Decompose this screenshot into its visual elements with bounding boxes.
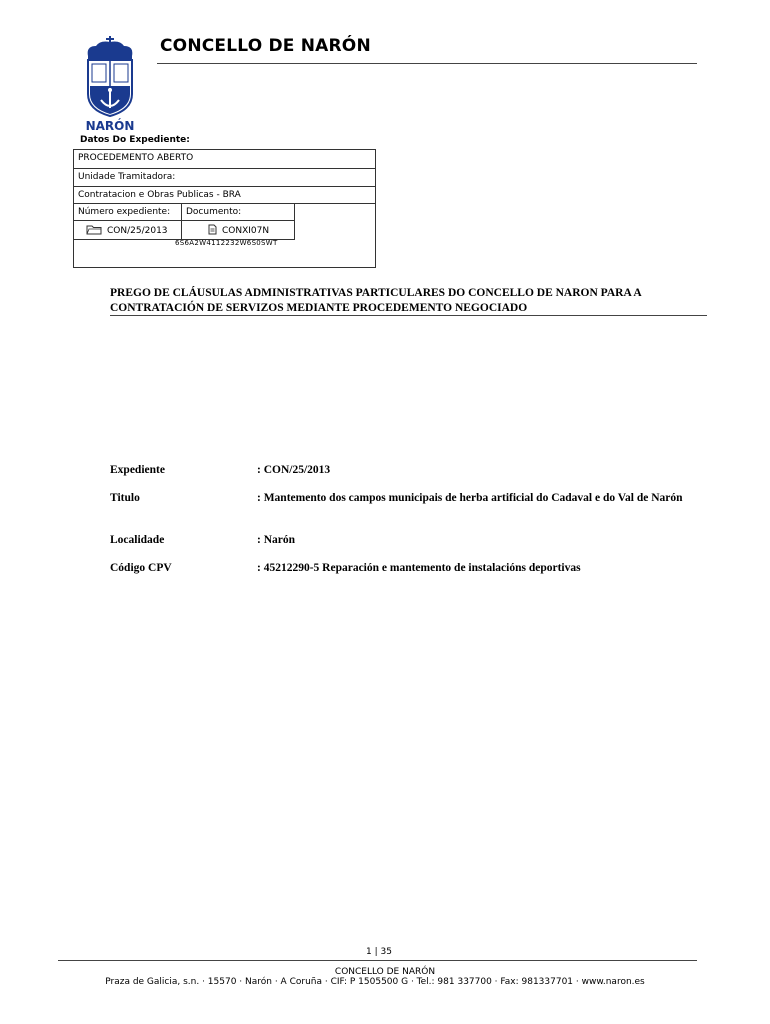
footer-divider — [58, 960, 697, 961]
svg-text:NARÓN: NARÓN — [85, 119, 135, 132]
procedure-row — [74, 150, 375, 169]
documento-value: CONXI07N — [222, 226, 270, 236]
field-value: : CON/25/2013 — [257, 464, 331, 476]
numero-expediente-value: CON/25/2013 — [107, 226, 168, 236]
field-value: : Narón — [257, 534, 296, 546]
document-title: PREGO DE CLÁUSULAS ADMINISTRATIVAS PARTICULARES DO CONCELLO DE NARON PARA A CONTRATACIÓN DE SERVIZOS MEDIANTE PROCEDEMENTO NEGOCIADO — [110, 287, 642, 314]
documento-label: Documento: — [186, 207, 242, 217]
field-value: : Mantemento dos campos municipais de herba artificial do Cadaval e do Val de Narón — [257, 492, 683, 504]
field-key: Localidade — [110, 534, 165, 546]
page-indicator — [366, 947, 392, 957]
unit-label: Unidade Tramitadora: — [78, 172, 176, 182]
org-title: CONCELLO DE NARÓN — [160, 36, 371, 56]
folder-icon — [86, 224, 102, 238]
field-key: Expediente — [110, 464, 165, 476]
document-hash: 6S6A2W4112232W6S0SWT — [175, 239, 278, 247]
numero-expediente-label: Número expediente: — [78, 207, 171, 217]
documento-cell — [182, 204, 295, 240]
field-key: Titulo — [110, 492, 140, 504]
expediente-box — [73, 149, 376, 268]
procedure-text: PROCEDEMENTO ABERTO — [78, 153, 194, 163]
footer-org: CONCELLO DE NARÓN — [334, 967, 436, 977]
field-key: Código CPV — [110, 562, 172, 574]
unit-value: Contratacion e Obras Publicas - BRA — [78, 190, 241, 200]
header-divider — [157, 63, 697, 64]
title-divider — [110, 315, 707, 316]
expediente-box-label: Datos Do Expediente: — [80, 135, 190, 145]
coat-of-arms-logo — [80, 36, 140, 132]
page-number: 1 — [366, 947, 372, 957]
page-total: 35 — [380, 947, 392, 957]
document-icon — [208, 224, 217, 238]
numero-expediente-cell — [74, 204, 182, 240]
unit-label-row — [74, 169, 375, 187]
page-separator: | — [374, 947, 378, 957]
unit-value-row — [74, 187, 375, 204]
field-value: : 45212290-5 Reparación e mantemento de instalacións deportivas — [257, 562, 581, 574]
footer-address: Praza de Galicia, s.n. · 15570 · Narón · A Coruña · CIF: P 1505500 G · Tel.: 981 337700 · Fax: 981337701 · www.naron.es — [105, 977, 645, 987]
